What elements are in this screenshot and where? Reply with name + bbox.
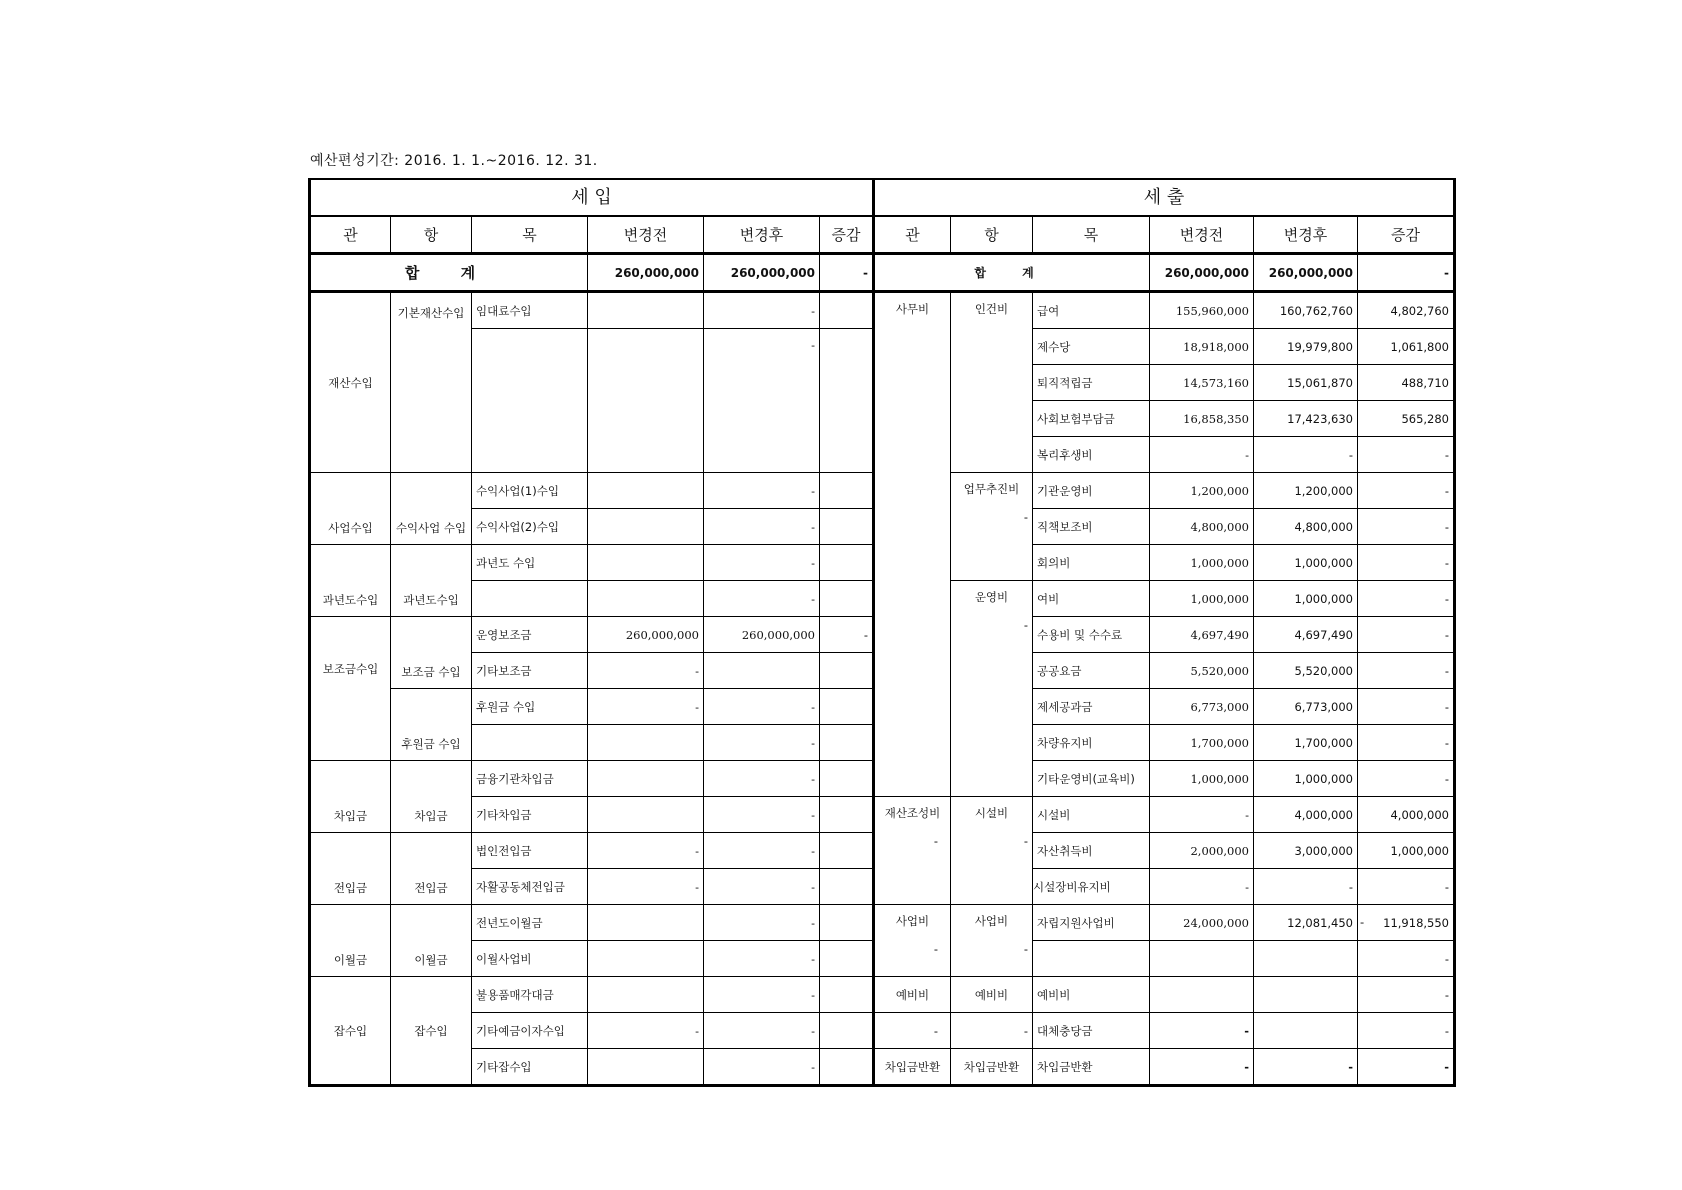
- expense-diff: -: [1358, 653, 1455, 689]
- expense-before: 4,800,000: [1150, 509, 1254, 545]
- expense-hang: [951, 581, 1033, 797]
- expense-before: 155,960,000: [1150, 292, 1254, 329]
- col-mok: 목: [472, 216, 588, 254]
- expense-before: -: [1150, 1013, 1254, 1049]
- expense-hang: 예비비: [951, 977, 1033, 1013]
- income-hang-label: 기본재산수입: [397, 305, 465, 320]
- income-diff: [820, 689, 874, 725]
- income-diff: [820, 581, 874, 617]
- expense-mok: 제세공과금: [1033, 689, 1150, 725]
- expense-before: -: [1150, 797, 1254, 833]
- expense-gwan-label: 재산조성비: [884, 806, 941, 820]
- expense-diff: -: [1358, 1049, 1455, 1086]
- income-before: -: [588, 653, 704, 689]
- income-before: 260,000,000: [588, 617, 704, 653]
- income-hang: 과년도수입: [391, 545, 472, 617]
- income-hang: 차입금: [391, 761, 472, 833]
- expense-after: 1,000,000: [1254, 581, 1358, 617]
- col-gwan: 관: [310, 216, 391, 254]
- expense-diff: -: [1358, 869, 1455, 905]
- expense-before: 6,773,000: [1150, 689, 1254, 725]
- income-mok: [472, 329, 588, 473]
- expense-after: [1254, 1013, 1358, 1049]
- income-diff: [820, 329, 874, 473]
- income-header: 세 입: [310, 179, 874, 216]
- income-before: -: [588, 833, 704, 869]
- income-diff: -: [820, 617, 874, 653]
- income-diff: [820, 905, 874, 941]
- budget-table: [308, 178, 1456, 1087]
- expense-diff: -: [1358, 581, 1455, 617]
- expense-diff: -: [1358, 761, 1455, 797]
- income-after: -: [704, 509, 820, 545]
- income-after: -: [704, 1049, 820, 1086]
- expense-gwan-dash: -: [933, 942, 938, 956]
- expense-hang-dash: -: [1023, 942, 1028, 956]
- income-after: -: [704, 761, 820, 797]
- expense-mok: 수용비 및 수수료: [1033, 617, 1150, 653]
- expense-after: 4,000,000: [1254, 797, 1358, 833]
- income-diff: [820, 1049, 874, 1086]
- income-total-diff: -: [820, 254, 874, 292]
- expense-after: 160,762,760: [1254, 292, 1358, 329]
- income-mok: [472, 581, 588, 617]
- income-gwan: 차입금: [310, 761, 391, 833]
- expense-hang: [951, 473, 1033, 581]
- expense-mok: 공공요금: [1033, 653, 1150, 689]
- expense-hang-label: 시설비: [974, 806, 1009, 820]
- income-mok: 기타보조금: [472, 653, 588, 689]
- expense-after: 19,979,800: [1254, 329, 1358, 365]
- expense-mok: 기관운영비: [1033, 473, 1150, 509]
- income-total-before: 260,000,000: [588, 254, 704, 292]
- expense-after: 12,081,450: [1254, 905, 1358, 941]
- income-before: [588, 329, 704, 473]
- income-after: -: [704, 797, 820, 833]
- expense-hang: [951, 905, 1033, 977]
- expense-diff: -: [1358, 437, 1455, 473]
- expense-diff: 1,061,800: [1358, 329, 1455, 365]
- expense-diff: 488,710: [1358, 365, 1455, 401]
- income-hang: 전입금: [391, 833, 472, 905]
- income-mok: 과년도 수입: [472, 545, 588, 581]
- expense-gwan: 사무비: [874, 292, 951, 797]
- col-hang: 항: [951, 216, 1033, 254]
- expense-after: 1,000,000: [1254, 545, 1358, 581]
- expense-diff: -: [1358, 689, 1455, 725]
- expense-hang-label: 사업비: [974, 914, 1009, 928]
- income-before: [588, 581, 704, 617]
- income-mok: 자활공동체전입금: [472, 869, 588, 905]
- table-row: [310, 1013, 1455, 1049]
- income-before: [588, 292, 704, 329]
- income-before: [588, 725, 704, 761]
- expense-mok: 복리후생비: [1033, 437, 1150, 473]
- income-before: [588, 545, 704, 581]
- income-diff: [820, 1013, 874, 1049]
- income-mok: 이월사업비: [472, 941, 588, 977]
- expense-mok: 여비: [1033, 581, 1150, 617]
- expense-mok: 시설비: [1033, 797, 1150, 833]
- expense-mok: 시설장비유지비: [1033, 869, 1150, 905]
- expense-diff: -: [1358, 941, 1455, 977]
- column-header-row: [310, 216, 1455, 254]
- expense-gwan: 예비비: [874, 977, 951, 1013]
- expense-hang-label: 운영비: [974, 590, 1009, 604]
- income-total-after: 260,000,000: [704, 254, 820, 292]
- income-after: -: [704, 941, 820, 977]
- income-before: [588, 797, 704, 833]
- expense-after: 1,200,000: [1254, 473, 1358, 509]
- income-after: -: [704, 473, 820, 509]
- income-diff: [820, 725, 874, 761]
- income-hang: 이월금: [391, 905, 472, 977]
- expense-before: 14,573,160: [1150, 365, 1254, 401]
- expense-gwan: [874, 905, 951, 977]
- expense-mok: 기타운영비(교육비): [1033, 761, 1150, 797]
- total-row: [310, 254, 1455, 292]
- income-mok: 불용품매각대금: [472, 977, 588, 1013]
- expense-before: 16,858,350: [1150, 401, 1254, 437]
- income-after: -: [704, 977, 820, 1013]
- expense-total-label: 합 계: [874, 254, 1150, 292]
- expense-before: 24,000,000: [1150, 905, 1254, 941]
- expense-after: 4,800,000: [1254, 509, 1358, 545]
- income-hang: 후원금 수입: [391, 689, 472, 761]
- col-before: 변경전: [1150, 216, 1254, 254]
- income-after: -: [704, 833, 820, 869]
- expense-header: 세 출: [874, 179, 1455, 216]
- income-hang: 보조금 수입: [391, 617, 472, 689]
- expense-gwan: 차입금반환: [874, 1049, 951, 1086]
- income-mok: 수익사업(2)수입: [472, 509, 588, 545]
- table-row: [310, 1049, 1455, 1086]
- income-after: -: [704, 905, 820, 941]
- income-before: -: [588, 1013, 704, 1049]
- expense-diff-sign: -: [1360, 915, 1365, 929]
- col-diff: 증감: [820, 216, 874, 254]
- expense-after: [1254, 941, 1358, 977]
- expense-before: 2,000,000: [1150, 833, 1254, 869]
- income-before: [588, 473, 704, 509]
- expense-before: 1,000,000: [1150, 761, 1254, 797]
- table-row: [310, 977, 1455, 1013]
- income-hang: 잡수입: [391, 977, 472, 1086]
- income-gwan: 전입금: [310, 833, 391, 905]
- expense-gwan: -: [874, 1013, 951, 1049]
- expense-gwan: [874, 797, 951, 905]
- income-before: [588, 1049, 704, 1086]
- income-diff: [820, 473, 874, 509]
- col-before: 변경전: [588, 216, 704, 254]
- income-gwan: 사업수입: [310, 473, 391, 545]
- col-diff: 증감: [1358, 216, 1455, 254]
- expense-diff-value: 11,918,550: [1383, 915, 1449, 930]
- income-mok: 기타잡수입: [472, 1049, 588, 1086]
- expense-mok: 대체충당금: [1033, 1013, 1150, 1049]
- expense-diff: [1358, 905, 1455, 941]
- income-gwan: 과년도수입: [310, 545, 391, 617]
- expense-mok: 회의비: [1033, 545, 1150, 581]
- income-after: -: [704, 329, 820, 473]
- expense-diff: -: [1358, 545, 1455, 581]
- income-before: [588, 761, 704, 797]
- income-diff: [820, 653, 874, 689]
- expense-before: 1,700,000: [1150, 725, 1254, 761]
- income-gwan: 이월금: [310, 905, 391, 977]
- expense-hang-dash: -: [1023, 510, 1028, 524]
- income-mok: 기타차입금: [472, 797, 588, 833]
- income-gwan: 재산수입: [310, 292, 391, 473]
- income-mok: 수익사업(1)수입: [472, 473, 588, 509]
- expense-diff: -: [1358, 725, 1455, 761]
- income-gwan: 잡수입: [310, 977, 391, 1086]
- expense-before: 1,200,000: [1150, 473, 1254, 509]
- col-hang: 항: [391, 216, 472, 254]
- expense-after: 1,000,000: [1254, 761, 1358, 797]
- expense-hang-label: 업무추진비: [963, 482, 1020, 496]
- income-mok: [472, 725, 588, 761]
- income-mok: 임대료수입: [472, 292, 588, 329]
- expense-after: 17,423,630: [1254, 401, 1358, 437]
- expense-mok: 직책보조비: [1033, 509, 1150, 545]
- expense-diff: -: [1358, 977, 1455, 1013]
- income-after: -: [704, 689, 820, 725]
- expense-diff: -: [1358, 617, 1455, 653]
- income-mok: 기타예금이자수입: [472, 1013, 588, 1049]
- expense-mok: 자산취득비: [1033, 833, 1150, 869]
- expense-before: 1,000,000: [1150, 545, 1254, 581]
- income-gwan: 보조금수입: [310, 617, 391, 761]
- income-diff: [820, 545, 874, 581]
- expense-after: 3,000,000: [1254, 833, 1358, 869]
- income-after: -: [704, 725, 820, 761]
- expense-before: [1150, 977, 1254, 1013]
- expense-diff: 4,802,760: [1358, 292, 1455, 329]
- col-after: 변경후: [1254, 216, 1358, 254]
- expense-mok: 퇴직적립금: [1033, 365, 1150, 401]
- income-before: [588, 941, 704, 977]
- expense-after: -: [1254, 437, 1358, 473]
- expense-total-diff: -: [1358, 254, 1455, 292]
- expense-before: 18,918,000: [1150, 329, 1254, 365]
- expense-before: [1150, 941, 1254, 977]
- expense-mok: 제수당: [1033, 329, 1150, 365]
- expense-after: -: [1254, 869, 1358, 905]
- expense-hang-dash: -: [1023, 834, 1028, 848]
- income-mok: 법인전입금: [472, 833, 588, 869]
- income-before: [588, 977, 704, 1013]
- expense-mok: 차입금반환: [1033, 1049, 1150, 1086]
- expense-mok: 사회보험부담금: [1033, 401, 1150, 437]
- income-diff: [820, 761, 874, 797]
- income-before: [588, 905, 704, 941]
- income-diff: [820, 941, 874, 977]
- col-mok: 목: [1033, 216, 1150, 254]
- expense-after: 4,697,490: [1254, 617, 1358, 653]
- income-before: -: [588, 869, 704, 905]
- expense-after: [1254, 977, 1358, 1013]
- expense-after: 5,520,000: [1254, 653, 1358, 689]
- expense-hang: 인건비: [951, 292, 1033, 473]
- expense-diff: -: [1358, 509, 1455, 545]
- income-after: -: [704, 1013, 820, 1049]
- income-diff: [820, 509, 874, 545]
- expense-mok: 급여: [1033, 292, 1150, 329]
- expense-after: 1,700,000: [1254, 725, 1358, 761]
- expense-gwan-label: 사업비: [895, 914, 930, 928]
- expense-hang: 차입금반환: [951, 1049, 1033, 1086]
- expense-diff: 4,000,000: [1358, 797, 1455, 833]
- expense-hang-dash: -: [1023, 618, 1028, 632]
- expense-mok: 예비비: [1033, 977, 1150, 1013]
- income-diff: [820, 833, 874, 869]
- expense-hang: [951, 797, 1033, 905]
- expense-before: 1,000,000: [1150, 581, 1254, 617]
- expense-diff: -: [1358, 473, 1455, 509]
- expense-after: 15,061,870: [1254, 365, 1358, 401]
- income-after: 260,000,000: [704, 617, 820, 653]
- income-hang: [391, 292, 472, 473]
- expense-mok: 자립지원사업비: [1033, 905, 1150, 941]
- income-diff: [820, 977, 874, 1013]
- budget-period: 예산편성기간: 2016. 1. 1.~2016. 12. 31.: [310, 153, 598, 169]
- expense-diff: 1,000,000: [1358, 833, 1455, 869]
- income-after: -: [704, 581, 820, 617]
- expense-before: 4,697,490: [1150, 617, 1254, 653]
- expense-before: -: [1150, 869, 1254, 905]
- table-row: [310, 905, 1455, 941]
- expense-mok: 차량유지비: [1033, 725, 1150, 761]
- table-row: [310, 797, 1455, 833]
- expense-mok: [1033, 941, 1150, 977]
- expense-diff: 565,280: [1358, 401, 1455, 437]
- income-after: -: [704, 292, 820, 329]
- expense-after: 6,773,000: [1254, 689, 1358, 725]
- income-mok: 운영보조금: [472, 617, 588, 653]
- expense-total-before: 260,000,000: [1150, 254, 1254, 292]
- col-after: 변경후: [704, 216, 820, 254]
- budget-table-wrapper: [308, 178, 1456, 1087]
- income-mok: 후원금 수입: [472, 689, 588, 725]
- income-mok: 금융기관차입금: [472, 761, 588, 797]
- expense-diff: -: [1358, 1013, 1455, 1049]
- expense-before: 5,520,000: [1150, 653, 1254, 689]
- income-after: -: [704, 869, 820, 905]
- income-after: [704, 653, 820, 689]
- income-before: -: [588, 689, 704, 725]
- table-row: [310, 292, 1455, 329]
- income-before: [588, 509, 704, 545]
- expense-after: -: [1254, 1049, 1358, 1086]
- expense-before: -: [1150, 437, 1254, 473]
- section-header-row: [310, 179, 1455, 216]
- income-diff: [820, 797, 874, 833]
- income-total-label: 합 계: [310, 254, 588, 292]
- income-hang: 수익사업 수입: [391, 473, 472, 545]
- income-diff: [820, 292, 874, 329]
- expense-gwan-dash: -: [933, 834, 938, 848]
- income-mok: 전년도이월금: [472, 905, 588, 941]
- income-diff: [820, 869, 874, 905]
- income-after: -: [704, 545, 820, 581]
- expense-before: -: [1150, 1049, 1254, 1086]
- expense-hang: -: [951, 1013, 1033, 1049]
- col-gwan: 관: [874, 216, 951, 254]
- expense-total-after: 260,000,000: [1254, 254, 1358, 292]
